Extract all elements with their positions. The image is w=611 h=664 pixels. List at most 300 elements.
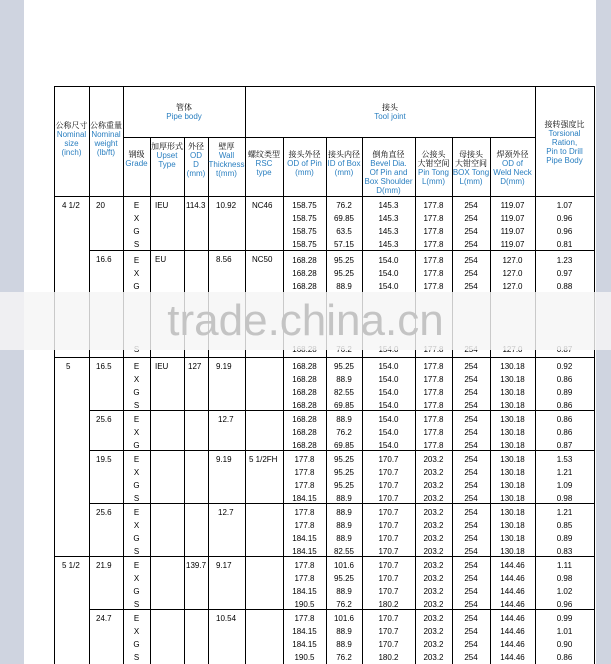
group-divider — [54, 357, 594, 358]
cell-odpin: 168.28 — [292, 415, 317, 424]
header-bottom-line — [54, 196, 594, 197]
cell-bevel: 170.7 — [378, 587, 399, 596]
cell-pin: 203.2 — [423, 600, 444, 609]
cell-pin: 177.8 — [423, 256, 444, 265]
cell-odpin: 184.15 — [292, 547, 317, 556]
cell-box: 254 — [464, 415, 478, 424]
cell-tor: 0.86 — [556, 401, 573, 410]
cell-pin: 203.2 — [423, 508, 444, 517]
cell-bevel: 170.7 — [378, 574, 399, 583]
odpin-en: OD of Pin — [287, 159, 322, 168]
cell-box: 254 — [464, 269, 478, 278]
pintong-zh: 大钳空间 — [417, 159, 450, 168]
header-pin-tong — [415, 150, 452, 186]
pintong-en: L(mm) — [421, 177, 446, 186]
nominal-weight-zh: 公称重量 — [90, 121, 122, 130]
weight-label: 25.6 — [96, 415, 112, 424]
watermark-text: trade.china.cn — [167, 296, 444, 345]
cell-bevel: 170.7 — [378, 561, 399, 570]
cell-tor: 0.98 — [556, 494, 573, 503]
bevel-zh: 倒角直径 — [372, 150, 405, 159]
cell-bevel: 154.0 — [378, 375, 399, 384]
table-row — [0, 199, 611, 212]
cell-idbox: 88.9 — [336, 494, 352, 503]
cell-tor: 1.07 — [556, 201, 573, 210]
cell-odpin: 190.5 — [294, 653, 315, 662]
cell-odpin: 184.15 — [292, 534, 317, 543]
boxtong-zh: 大钳空间 — [455, 159, 487, 168]
table-row — [0, 267, 611, 280]
size-label: 5 — [66, 362, 71, 371]
cell-box: 254 — [464, 227, 478, 236]
wall-label: 10.54 — [216, 614, 237, 623]
header-od — [184, 142, 208, 178]
cell-odpin: 184.15 — [292, 640, 317, 649]
cell-bevel: 180.2 — [378, 653, 399, 662]
cell-idbox: 76.2 — [336, 201, 352, 210]
cell-tor: 1.01 — [556, 627, 573, 636]
cell-idbox: 88.9 — [336, 640, 352, 649]
cell-grade: X — [133, 521, 140, 530]
od-label: 114.3 — [186, 201, 206, 210]
cell-weld: 130.18 — [500, 481, 525, 490]
cell-idbox: 69.85 — [333, 441, 355, 450]
pintong-zh: 公接头 — [421, 150, 446, 159]
bevel-en: Of Pin and — [369, 168, 408, 177]
wall-en: t(mm) — [216, 169, 237, 178]
table-row — [0, 625, 611, 638]
cell-odpin: 190.5 — [294, 600, 315, 609]
cell-pin: 177.8 — [423, 362, 444, 371]
cell-pin: 177.8 — [423, 227, 444, 236]
cell-idbox: 95.25 — [333, 481, 355, 490]
wall-zh: 壁厚 — [218, 142, 235, 151]
table-row — [0, 532, 611, 545]
header-tool-joint — [245, 103, 535, 121]
cell-odpin: 177.8 — [294, 521, 315, 530]
cell-bevel: 170.7 — [378, 614, 399, 623]
cell-tor: 0.86 — [556, 375, 573, 384]
cell-box: 254 — [464, 240, 478, 249]
weight-label: 16.6 — [96, 255, 112, 264]
cell-grade: X — [133, 428, 140, 437]
cell-box: 254 — [464, 441, 478, 450]
cell-grade: X — [133, 214, 140, 223]
table-row — [0, 212, 611, 225]
table-row — [0, 225, 611, 238]
cell-weld: 130.18 — [500, 441, 525, 450]
cell-odpin: 168.28 — [292, 401, 317, 410]
wall-label: 12.7 — [218, 415, 234, 424]
cell-idbox: 88.9 — [336, 508, 352, 517]
cell-pin: 203.2 — [423, 574, 444, 583]
cell-weld: 130.18 — [500, 428, 525, 437]
wall-label: 9.17 — [216, 561, 232, 570]
cell-odpin: 158.75 — [292, 214, 317, 223]
cell-pin: 203.2 — [423, 653, 444, 662]
cell-bevel: 170.7 — [378, 521, 399, 530]
header-grade — [123, 150, 150, 168]
cell-odpin: 177.8 — [294, 574, 315, 583]
weight-label: 25.6 — [96, 508, 112, 517]
cell-grade: G — [133, 441, 140, 450]
boxtong-zh: 母接头 — [459, 150, 483, 159]
table-row — [0, 479, 611, 492]
weldneck-en: OD of — [502, 159, 523, 168]
od-zh: 外径 — [188, 142, 204, 151]
cell-idbox: 69.85 — [333, 214, 355, 223]
odpin-zh: 接头外径 — [288, 150, 321, 159]
cell-grade: X — [133, 375, 140, 384]
nominal-size-en: Nominal — [56, 130, 87, 139]
table-border-top — [54, 86, 594, 87]
wall-label: 10.92 — [216, 201, 237, 210]
cell-box: 254 — [464, 587, 478, 596]
nominal-size-en: size — [64, 139, 79, 148]
cell-tor: 0.97 — [556, 269, 573, 278]
cell-bevel: 154.0 — [378, 401, 399, 410]
cell-tor: 1.23 — [556, 256, 573, 265]
cell-pin: 203.2 — [423, 587, 444, 596]
odpin-en: (mm) — [295, 168, 314, 177]
cell-box: 254 — [464, 521, 478, 530]
cell-grade: S — [133, 547, 140, 556]
cell-idbox: 88.9 — [336, 375, 352, 384]
cell-tor: 0.81 — [556, 240, 573, 249]
cell-pin: 203.2 — [423, 481, 444, 490]
header-rsc-type — [245, 150, 283, 177]
cell-bevel: 154.0 — [378, 388, 399, 397]
table-row — [0, 585, 611, 598]
cell-odpin: 158.75 — [292, 227, 317, 236]
boxtong-en: L(mm) — [459, 177, 483, 186]
cell-weld: 130.18 — [500, 401, 525, 410]
rsc-en: RSC — [255, 159, 273, 168]
header-nominal-size — [54, 121, 89, 157]
cell-pin: 203.2 — [423, 521, 444, 530]
cell-weld: 144.46 — [500, 587, 525, 596]
cell-bevel: 170.7 — [378, 481, 399, 490]
nominal-size-zh: 公称尺寸 — [55, 121, 88, 130]
rsc-label: NC50 — [252, 255, 273, 264]
cell-idbox: 95.25 — [333, 362, 355, 371]
cell-box: 254 — [464, 574, 478, 583]
cell-weld: 119.07 — [500, 214, 525, 223]
cell-bevel: 154.0 — [378, 282, 399, 291]
cell-odpin: 177.8 — [294, 455, 315, 464]
table-row — [0, 373, 611, 386]
cell-grade: G — [133, 587, 140, 596]
header-nominal-weight — [89, 121, 123, 157]
cell-bevel: 145.3 — [378, 214, 399, 223]
cell-pin: 177.8 — [423, 375, 444, 384]
table-row — [0, 386, 611, 399]
cell-bevel: 154.0 — [378, 441, 399, 450]
cell-idbox: 101.6 — [333, 614, 355, 623]
cell-weld: 144.46 — [500, 653, 525, 662]
cell-grade: G — [133, 227, 140, 236]
od-label: 139.7 — [186, 561, 207, 570]
cell-odpin: 168.28 — [292, 388, 317, 397]
bevel-en: D(mm) — [376, 186, 401, 195]
tool-joint-zh: 接头 — [382, 103, 398, 112]
cell-weld: 127.0 — [502, 282, 523, 291]
cell-grade: S — [133, 240, 140, 249]
cell-tor: 0.86 — [556, 428, 573, 437]
wall-label: 9.19 — [216, 362, 232, 371]
cell-weld: 144.46 — [500, 614, 525, 623]
cell-box: 254 — [464, 547, 478, 556]
subheader-divider — [123, 137, 535, 138]
cell-grade: G — [133, 640, 140, 649]
cell-idbox: 95.25 — [333, 468, 355, 477]
rsc-zh: 螺纹类型 — [248, 150, 280, 159]
cell-idbox: 82.55 — [333, 547, 355, 556]
rsc-en: type — [256, 168, 272, 177]
cell-tor: 1.11 — [557, 561, 572, 570]
cell-odpin: 168.28 — [292, 282, 317, 291]
cell-weld: 130.18 — [500, 415, 525, 424]
cell-box: 254 — [464, 640, 478, 649]
table-row — [0, 545, 611, 558]
cell-weld: 130.18 — [500, 547, 525, 556]
weldneck-zh: 焊颈外径 — [496, 150, 529, 159]
cell-box: 254 — [464, 214, 478, 223]
cell-odpin: 184.15 — [292, 494, 317, 503]
cell-grade: G — [133, 534, 140, 543]
cell-grade: S — [133, 401, 140, 410]
wall-label: 9.19 — [216, 455, 232, 464]
cell-idbox: 95.25 — [333, 455, 355, 464]
upset-label: IEU — [155, 362, 169, 371]
size-label: 4 1/2 — [62, 201, 80, 210]
cell-bevel: 145.3 — [378, 201, 399, 210]
header-od-of-pin — [283, 150, 326, 177]
cell-weld: 130.18 — [500, 375, 525, 384]
rsc-label: 5 1/2FH — [249, 455, 278, 464]
table-row — [0, 651, 611, 664]
nominal-size-en: (inch) — [61, 148, 82, 157]
cell-box: 254 — [464, 653, 478, 662]
header-box-tong — [452, 150, 490, 186]
cell-pin: 177.8 — [423, 428, 444, 437]
cell-bevel: 170.7 — [378, 494, 399, 503]
cell-box: 254 — [464, 481, 478, 490]
cell-box: 254 — [464, 388, 478, 397]
cell-grade: E — [133, 415, 140, 424]
cell-odpin: 184.15 — [292, 627, 317, 636]
header-weld-neck — [490, 150, 535, 186]
nominal-weight-en: Nominal — [91, 130, 121, 139]
cell-bevel: 154.0 — [378, 269, 399, 278]
cell-tor: 0.85 — [556, 521, 573, 530]
cell-weld: 144.46 — [500, 640, 525, 649]
cell-idbox: 76.2 — [336, 600, 352, 609]
cell-weld: 127.0 — [502, 269, 523, 278]
cell-grade: E — [133, 614, 140, 623]
cell-pin: 203.2 — [423, 614, 444, 623]
header-bevel-dia — [362, 150, 415, 195]
cell-odpin: 158.75 — [292, 201, 317, 210]
table-row — [0, 519, 611, 532]
tool-joint-en: Tool joint — [374, 112, 406, 121]
idbox-en: ID of Box — [327, 159, 361, 168]
cell-idbox: 95.25 — [333, 256, 355, 265]
cell-bevel: 170.7 — [378, 547, 399, 556]
cell-pin: 203.2 — [423, 561, 444, 570]
cell-tor: 1.53 — [556, 455, 573, 464]
table-row — [0, 612, 611, 625]
cell-tor: 0.87 — [556, 441, 573, 450]
cell-tor: 0.99 — [556, 614, 573, 623]
cell-grade: E — [133, 256, 140, 265]
cell-box: 254 — [464, 508, 478, 517]
cell-box: 254 — [464, 401, 478, 410]
cell-idbox: 101.6 — [333, 561, 355, 570]
cell-grade: S — [133, 653, 140, 662]
od-label: 127 — [188, 362, 202, 371]
cell-tor: 0.86 — [556, 415, 573, 424]
cell-grade: G — [133, 282, 140, 291]
cell-bevel: 154.0 — [378, 428, 399, 437]
weight-label: 20 — [96, 201, 105, 210]
table-row — [0, 598, 611, 611]
cell-weld: 144.46 — [500, 600, 525, 609]
cell-pin: 203.2 — [423, 627, 444, 636]
cell-pin: 177.8 — [423, 282, 444, 291]
torsion-en: Pin to Drill — [546, 147, 583, 156]
cell-bevel: 154.0 — [378, 362, 399, 371]
cell-box: 254 — [464, 494, 478, 503]
cell-grade: S — [133, 600, 140, 609]
upset-zh: 加厚形式 — [151, 142, 183, 151]
cell-odpin: 168.28 — [292, 375, 317, 384]
cell-pin: 177.8 — [423, 415, 444, 424]
cell-bevel: 170.7 — [378, 508, 399, 517]
header-id-of-box — [326, 150, 362, 177]
cell-grade: X — [133, 627, 140, 636]
table-row — [0, 413, 611, 426]
cell-pin: 203.2 — [423, 547, 444, 556]
cell-pin: 177.8 — [423, 441, 444, 450]
nominal-weight-en: (lb/ft) — [96, 148, 116, 157]
size-label: 5 1/2 — [62, 561, 80, 570]
table-row — [0, 360, 611, 373]
cell-grade: E — [133, 455, 140, 464]
od-en: D — [193, 160, 199, 169]
cell-tor: 0.88 — [556, 282, 573, 291]
table-row — [0, 492, 611, 505]
cell-odpin: 168.28 — [292, 269, 317, 278]
cell-idbox: 88.9 — [336, 627, 352, 636]
cell-box: 254 — [464, 282, 478, 291]
cell-grade: E — [133, 561, 140, 570]
nominal-weight-en: weight — [94, 139, 118, 148]
cell-pin: 203.2 — [423, 455, 444, 464]
cell-idbox: 69.85 — [333, 401, 355, 410]
cell-tor: 0.96 — [556, 214, 573, 223]
cell-box: 254 — [464, 455, 478, 464]
cell-bevel: 180.2 — [378, 600, 399, 609]
header-wall-thickness — [208, 142, 245, 178]
cell-box: 254 — [464, 627, 478, 636]
cell-weld: 144.46 — [500, 574, 525, 583]
table-row — [0, 439, 611, 452]
boxtong-en: BOX Tong — [452, 168, 490, 177]
header-upset-type — [150, 142, 184, 169]
cell-odpin: 168.28 — [292, 441, 317, 450]
upset-en: Type — [158, 160, 176, 169]
torsion-en: Pipe Body — [546, 156, 583, 165]
table-row — [0, 572, 611, 585]
cell-idbox: 95.25 — [333, 269, 355, 278]
cell-weld: 130.18 — [500, 521, 525, 530]
pipe-body-zh: 管体 — [176, 103, 192, 112]
cell-idbox: 88.9 — [336, 521, 352, 530]
cell-pin: 177.8 — [423, 214, 444, 223]
cell-grade: G — [133, 481, 140, 490]
table-row — [0, 559, 611, 572]
cell-odpin: 177.8 — [294, 561, 315, 570]
cell-weld: 119.07 — [500, 240, 525, 249]
watermark-band — [0, 292, 611, 350]
cell-tor: 1.09 — [556, 481, 573, 490]
cell-grade: E — [133, 201, 140, 210]
cell-tor: 0.89 — [556, 534, 573, 543]
cell-box: 254 — [464, 256, 478, 265]
table-row — [0, 638, 611, 651]
cell-bevel: 170.7 — [378, 534, 399, 543]
cell-weld: 130.18 — [500, 534, 525, 543]
cell-grade: G — [133, 388, 140, 397]
table-row — [0, 466, 611, 479]
cell-pin: 177.8 — [423, 401, 444, 410]
cell-idbox: 95.25 — [333, 574, 355, 583]
weldneck-en: Weld Neck — [493, 168, 532, 177]
cell-tor: 0.90 — [556, 640, 573, 649]
cell-box: 254 — [464, 375, 478, 384]
cell-box: 254 — [464, 362, 478, 371]
cell-weld: 144.46 — [500, 627, 525, 636]
cell-odpin: 168.28 — [292, 428, 317, 437]
cell-idbox: 76.2 — [336, 653, 352, 662]
cell-box: 254 — [464, 534, 478, 543]
grade-en: Grade — [125, 159, 148, 168]
torsion-en: Ration, — [551, 138, 578, 147]
table-row — [0, 506, 611, 519]
upset-en: Upset — [156, 151, 178, 160]
cell-pin: 203.2 — [423, 640, 444, 649]
cell-grade: X — [133, 574, 140, 583]
wall-label: 12.7 — [218, 508, 234, 517]
cell-pin: 177.8 — [423, 240, 444, 249]
wall-label: 8.56 — [216, 255, 232, 264]
cell-grade: E — [133, 508, 140, 517]
cell-odpin: 177.8 — [294, 508, 315, 517]
cell-weld: 130.18 — [500, 494, 525, 503]
cell-grade: S — [133, 494, 140, 503]
cell-box: 254 — [464, 428, 478, 437]
cell-odpin: 168.28 — [292, 256, 317, 265]
table-row — [0, 453, 611, 466]
cell-grade: E — [133, 362, 140, 371]
cell-weld: 119.07 — [500, 227, 525, 236]
cell-weld: 119.07 — [500, 201, 525, 210]
upset-label: IEU — [155, 201, 169, 210]
cell-pin: 177.8 — [423, 201, 444, 210]
cell-tor: 1.21 — [556, 468, 573, 477]
table-row — [0, 254, 611, 267]
